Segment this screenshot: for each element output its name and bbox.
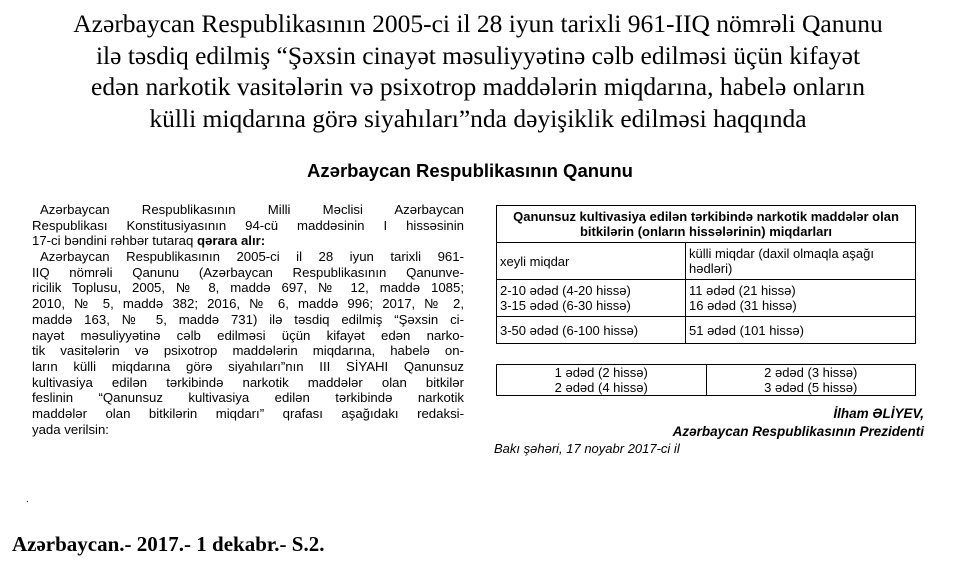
law-subtitle: Azərbaycan Respublikasının Qanunu bbox=[307, 160, 633, 181]
cell-line: 1 ədəd (2 hissə) bbox=[554, 365, 648, 380]
body-line: maddələr olan bitkilərin miqdarı” qrafası aşağıdakı redaksi- bbox=[32, 405, 464, 421]
law-body bbox=[32, 202, 464, 437]
decision-phrase: qərara alır: bbox=[196, 233, 266, 249]
body-line: 2010, № 5, maddə 382; 2016, № 6, maddə 996; 2017, № 2, bbox=[32, 296, 464, 312]
counts-table bbox=[496, 364, 916, 396]
source-citation: Azərbaycan.- 2017.- 1 dekabr.- S.2. bbox=[12, 532, 325, 556]
place-date: Bakı şəhəri, 17 noyabr 2017-ci il bbox=[494, 441, 680, 456]
body-line: Azərbaycan Respublikasının Milli Məclisi Azərbaycan bbox=[40, 202, 464, 217]
cell-line: 3-15 ədəd (6-30 hissə) bbox=[500, 298, 631, 313]
cell-line: 2 ədəd (4 hissə) bbox=[554, 380, 648, 395]
column-header: külli miqdar (daxil olmaqla aşağı hədləri) bbox=[686, 243, 916, 280]
law-title bbox=[0, 8, 956, 134]
table-cell bbox=[686, 280, 916, 317]
title-line: külli miqdarına görə siyahıları”nda dəyişiklik edilməsi haqqında bbox=[149, 103, 807, 133]
table-cell: 51 ədəd (101 hissə) bbox=[686, 317, 916, 344]
body-line bbox=[32, 233, 464, 249]
body-text: 17-ci bəndini rəhbər tutaraq bbox=[32, 233, 197, 249]
body-line: ların külli miqdarına görə siyahıları”nın III SİYAHI Qanunsuz bbox=[32, 358, 464, 374]
body-line: yada verilsin: bbox=[32, 421, 109, 437]
table-header: Qanunsuz kultivasiya edilən tərkibində narkotik maddələr olan bitkilərin (onların hissələrinin) miqdarları bbox=[497, 206, 916, 243]
signatory-role: Azərbaycan Respublikasının Prezidenti bbox=[672, 424, 924, 439]
table-cell bbox=[706, 365, 916, 396]
body-line: tik vasitələrin və psixotrop maddələrin miqdarına, habelə on- bbox=[32, 343, 464, 359]
cell-line: 2-10 ədəd (4-20 hissə) bbox=[500, 283, 631, 298]
cell-line: 11 ədəd (21 hissə) bbox=[689, 283, 796, 298]
table-cell bbox=[497, 280, 686, 317]
cell-line: 2 ədəd (3 hissə) bbox=[764, 365, 858, 380]
body-line: kultivasiya edilən tərkibində narkotik maddələr olan bitkilər bbox=[32, 374, 464, 390]
body-line: Azərbaycan Respublikasının 2005-ci il 28 iyun tarixli 961- bbox=[40, 249, 464, 265]
title-line: Azərbaycan Respublikasının 2005-ci il 28 iyun tarixli 961-IIQ nömrəli Qanunu bbox=[73, 9, 883, 38]
body-line: ricilik Toplusu, 2005, № 8, maddə 697, № 12, maddə 1085; bbox=[32, 280, 464, 296]
cell-line: 3 ədəd (5 hissə) bbox=[764, 380, 858, 395]
stray-dot: . bbox=[26, 494, 29, 505]
cell-line: 16 ədəd (31 hissə) bbox=[689, 298, 797, 313]
body-line: maddə 163, № 5, maddə 731) ilə təsdiq edilmiş “Şəxsin ci- bbox=[32, 311, 464, 327]
body-line: feslinin “Qanunsuz kultivasiya edilən tərkibində narkotik bbox=[32, 390, 464, 406]
title-line: edən narkotik vasitələrin və psixotrop maddələrin miqdarına, habelə onların bbox=[91, 72, 865, 101]
title-line: ilə təsdiq edilmiş “Şəxsin cinayət məsuliyyətinə cəlb edilməsi üçün kifayət bbox=[95, 40, 861, 70]
column-header: xeyli miqdar bbox=[497, 243, 686, 280]
quantities-table bbox=[496, 205, 916, 344]
body-line: IIQ nömrəli Qanunu (Azərbaycan Respublikasının Qanunve- bbox=[32, 264, 464, 280]
signatory-name: İlham ƏLİYEV, bbox=[833, 406, 924, 421]
table-cell bbox=[497, 365, 707, 396]
body-line: nayət məsuliyyətinə cəlb edilməsi üçün kifayət edən narko- bbox=[32, 327, 464, 343]
body-line: Respublikası Konstitusiyasının 94-cü maddəsinin I hissəsinin bbox=[32, 217, 464, 233]
signature-block bbox=[673, 405, 924, 441]
table-cell: 3-50 ədəd (6-100 hissə) bbox=[497, 317, 686, 344]
